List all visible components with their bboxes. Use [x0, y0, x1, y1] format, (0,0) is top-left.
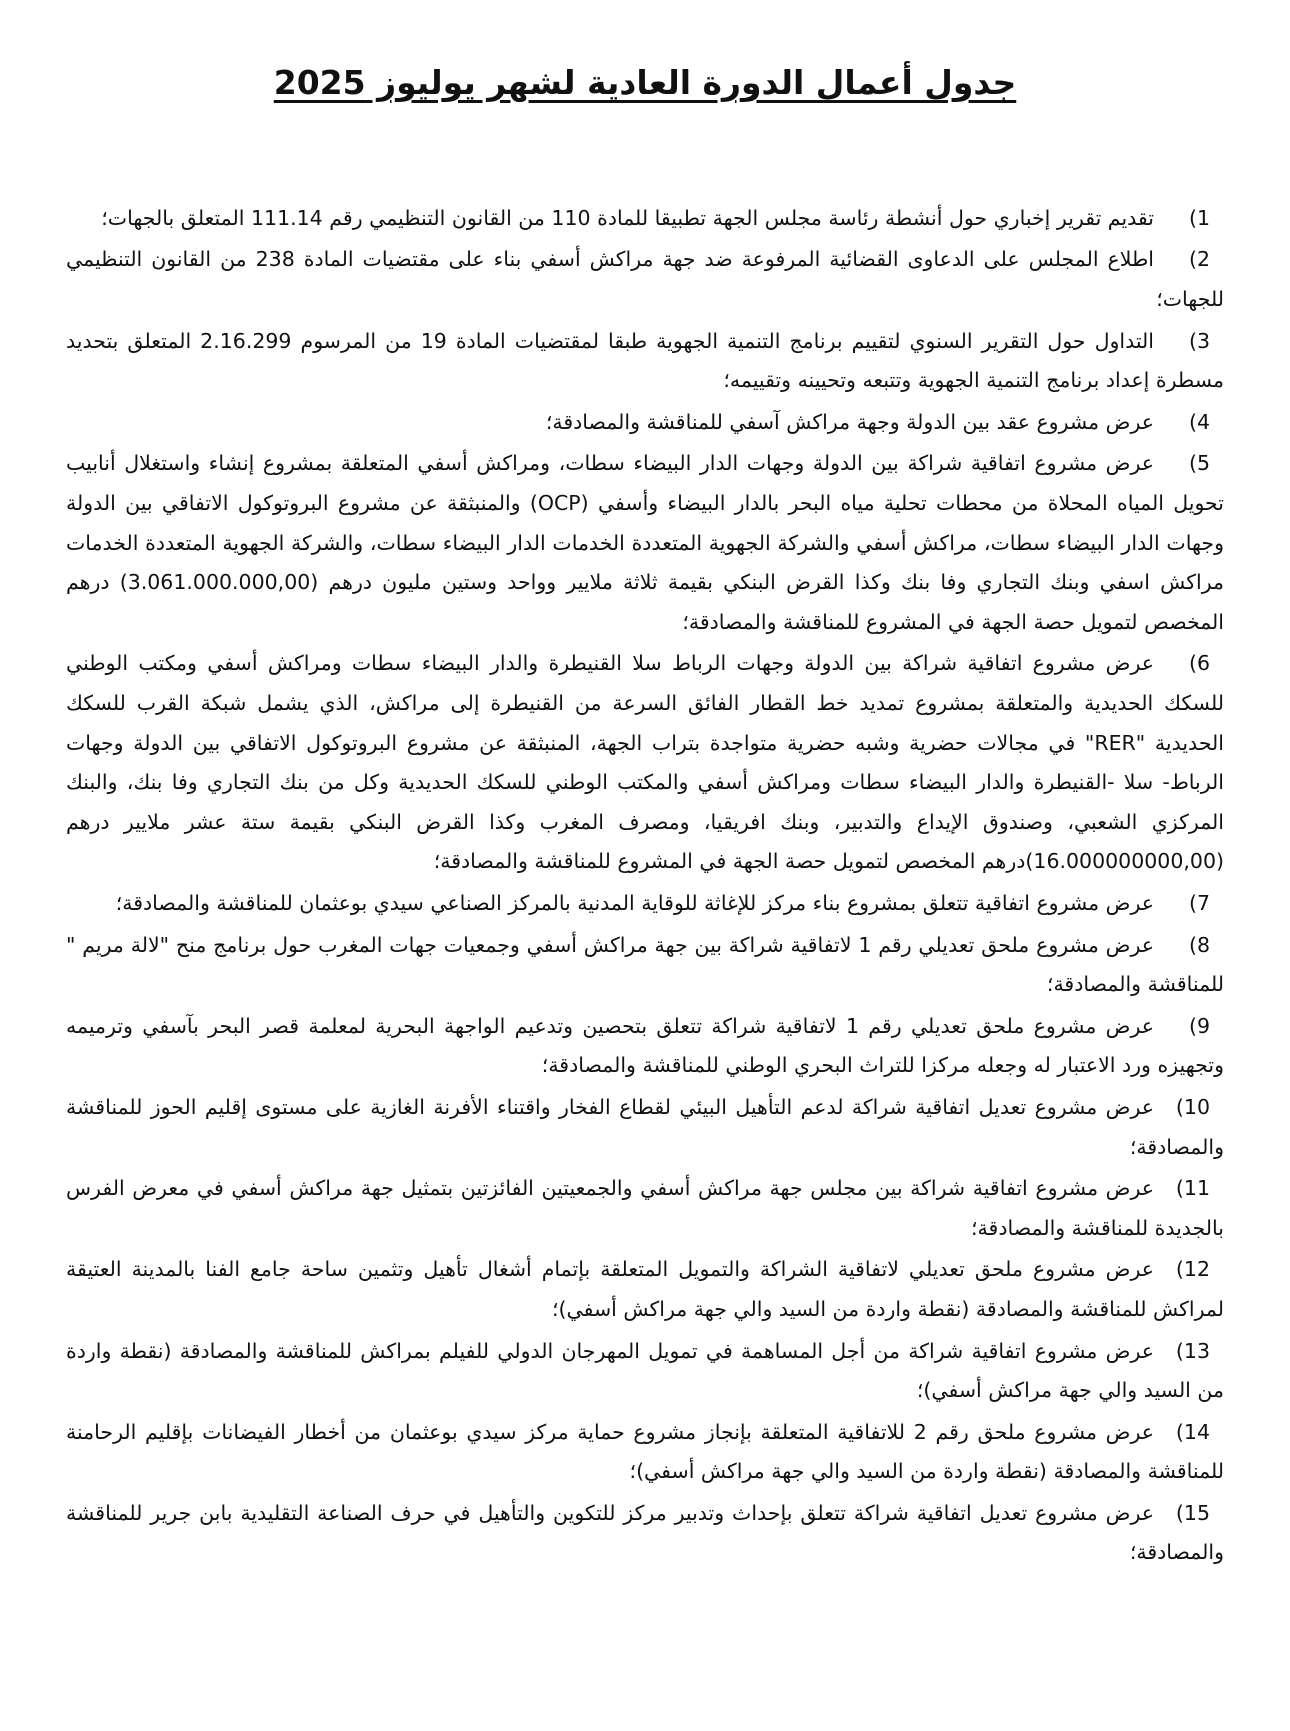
- item-number: 10): [1175, 1094, 1210, 1119]
- item-text: عرض مشروع ملحق تعديلي لاتفاقية الشراكة والتمويل المتعلقة بإتمام أشغال تأهيل وتثمين ساحة جامع الفنا بالمدينة العتيقة لمراكش للمناقشة والمصادقة (نقطة واردة من السيد والي جهة مراكش أسفي)؛: [66, 1257, 1224, 1321]
- agenda-item: [66, 1413, 1224, 1492]
- item-number: 8): [1188, 932, 1210, 957]
- item-text: عرض مشروع تعديل اتفاقية شراكة لدعم التأهيل البيئي لقطاع الفخار واقتناء الأفرنة الغازية على مستوى إقليم الحوز للمناقشة والمصادقة؛: [66, 1094, 1224, 1159]
- agenda-item: [66, 403, 1224, 443]
- agenda-item: [66, 926, 1224, 1005]
- item-text: التداول حول التقرير السنوي لتقييم برنامج التنمية الجهوية طبقا لمقتضيات المادة 19 من المرسوم 2.16.299 المتعلق بتحديد مسطرة إعداد برنامج التنمية الجهوية وتتبعه وتحيينه وتقييمه؛: [66, 328, 1224, 393]
- item-text: عرض مشروع عقد بين الدولة وجهة مراكش آسفي للمناقشة والمصادقة؛: [545, 409, 1154, 434]
- item-number: 1): [1188, 205, 1210, 230]
- agenda-item: [66, 1250, 1224, 1329]
- item-number: 4): [1188, 409, 1210, 434]
- item-text: اطلاع المجلس على الدعاوى القضائية المرفوعة ضد جهة مراكش أسفي بناء على مقتضيات المادة 238 من القانون التنظيمي للجهات؛: [66, 247, 1224, 312]
- item-number: 7): [1188, 890, 1210, 915]
- item-number: 15): [1175, 1500, 1210, 1525]
- agenda-item: [66, 644, 1224, 882]
- item-text: عرض مشروع تعديل اتفاقية شراكة تتعلق بإحداث وتدبير مركز للتكوين والتأهيل في حرف الصناعة التقليدية بابن جرير للمناقشة والمصادقة؛: [66, 1500, 1224, 1565]
- agenda-item: [66, 444, 1224, 642]
- item-number: 3): [1188, 328, 1210, 353]
- item-text: عرض مشروع اتفاقية شراكة بين الدولة وجهات الرباط سلا القنيطرة والدار البيضاء سطات ومراكش أسفي ومكتب الوطني للسكك الحديدية والمتعلقة بمشروع تمديد خط القطار الفائق السرعة من القنيطرة إلى مراكش، الذي يشمل شبكة القرب للسكك الحديدية "RER" في مجالات حضرية وشبه حضرية متواجدة بتراب الجهة، المنبثقة عن مشروع البروتوكول الاتفاقي بين الدولة وجهات الرباط- سلا -القنيطرة والدار البيضاء سطات ومراكش أسفي والمكتب الوطني للسكك الحديدية وكل من بنك التجاري وفا بنك، والبنك المركزي الشعبي، وصندوق الإيداع والتدبير، وبنك افريقيا، ومصرف المغرب وكذا القرض البنكي بقيمة ستة عشر ملايير درهم (16.000000000,00)درهم المخصص لتمويل حصة الجهة في المشروع للمناقشة والمصادقة؛: [66, 651, 1224, 874]
- item-text: عرض مشروع اتفاقية شراكة من أجل المساهمة في تمويل المهرجان الدولي للفيلم بمراكش للمناقشة والمصادقة (نقطة واردة من السيد والي جهة مراكش أسفي)؛: [66, 1338, 1224, 1403]
- item-text: عرض مشروع اتفاقية تتعلق بمشروع بناء مركز للإغاثة للوقاية المدنية بالمركز الصناعي سيدي بوعثمان للمناقشة والمصادقة؛: [115, 890, 1154, 915]
- item-text: عرض مشروع ملحق تعديلي رقم 1 لاتفاقية شراكة بين جهة مراكش أسفي وجمعيات جهات المغرب حول برنامج منح "لالة مريم " للمناقشة والمصادقة؛: [66, 932, 1224, 997]
- agenda-list: [66, 199, 1224, 1573]
- agenda-item: [66, 199, 1224, 239]
- agenda-item: [66, 1169, 1224, 1248]
- item-number: 11): [1175, 1176, 1210, 1201]
- item-number: 13): [1175, 1338, 1210, 1363]
- agenda-item: [66, 1494, 1224, 1573]
- item-number: 6): [1188, 651, 1210, 676]
- agenda-item: [66, 1007, 1224, 1086]
- agenda-item: [66, 240, 1224, 319]
- item-number: 14): [1175, 1419, 1211, 1444]
- item-number: 2): [1188, 247, 1210, 272]
- agenda-item: [66, 322, 1224, 401]
- agenda-item: [66, 1332, 1224, 1411]
- agenda-item: [66, 884, 1224, 924]
- item-number: 5): [1188, 451, 1210, 476]
- item-text: عرض مشروع ملحق تعديلي رقم 1 لاتفاقية شراكة تتعلق بتحصين وتدعيم الواجهة البحرية لمعلمة قصر البحر بآسفي وترميمه وتجهيزه ورد الاعتبار له وجعله مركزا للتراث البحري الوطني للمناقشة والمصادقة؛: [66, 1013, 1224, 1078]
- item-number: 12): [1175, 1257, 1210, 1282]
- document-title: جدول أعمال الدورة العادية لشهر يوليوز 2025: [273, 63, 1017, 102]
- item-number: 9): [1188, 1013, 1210, 1038]
- item-text: عرض مشروع اتفاقية شراكة بين مجلس جهة مراكش أسفي والجمعيتين الفائزتين بتمثيل جهة مراكش أسفي في معرض الفرس بالجديدة للمناقشة والمصادقة؛: [66, 1176, 1224, 1240]
- item-text: عرض مشروع اتفاقية شراكة بين الدولة وجهات الدار البيضاء سطات، ومراكش أسفي المتعلقة بمشروع إنشاء واستغلال أنابيب تحويل المياه المحلاة من محطات تحلية مياه البحر بالدار البيضاء وأسفي (OCP) والمنبثقة عن مشروع البروتوكول الاتفاقي بين الدولة وجهات الدار البيضاء سطات، مراكش أسفي والشركة الجهوية المتعددة الخدمات الدار البيضاء سطات، والشركة الجهوية المتعددة الخدمات مراكش اسفي وبنك التجاري وفا بنك وكذا القرض البنكي بقيمة ثلاثة ملايير وواحد وستين مليون درهم (3.061.000.000,00) درهم المخصص لتمويل حصة الجهة في المشروع للمناقشة والمصادقة؛: [66, 451, 1225, 634]
- item-text: عرض مشروع ملحق رقم 2 للاتفاقية المتعلقة بإنجاز مشروع حماية مركز سيدي بوعثمان من أخطار الفيضانات بإقليم الرحامنة للمناقشة والمصادقة (نقطة واردة من السيد والي جهة مراكش أسفي)؛: [66, 1419, 1224, 1484]
- agenda-item: [66, 1088, 1224, 1167]
- item-text: تقديم تقرير إخباري حول أنشطة رئاسة مجلس الجهة تطبيقا للمادة 110 من القانون التنظيمي رقم 111.14 المتعلق بالجهات؛: [101, 205, 1154, 230]
